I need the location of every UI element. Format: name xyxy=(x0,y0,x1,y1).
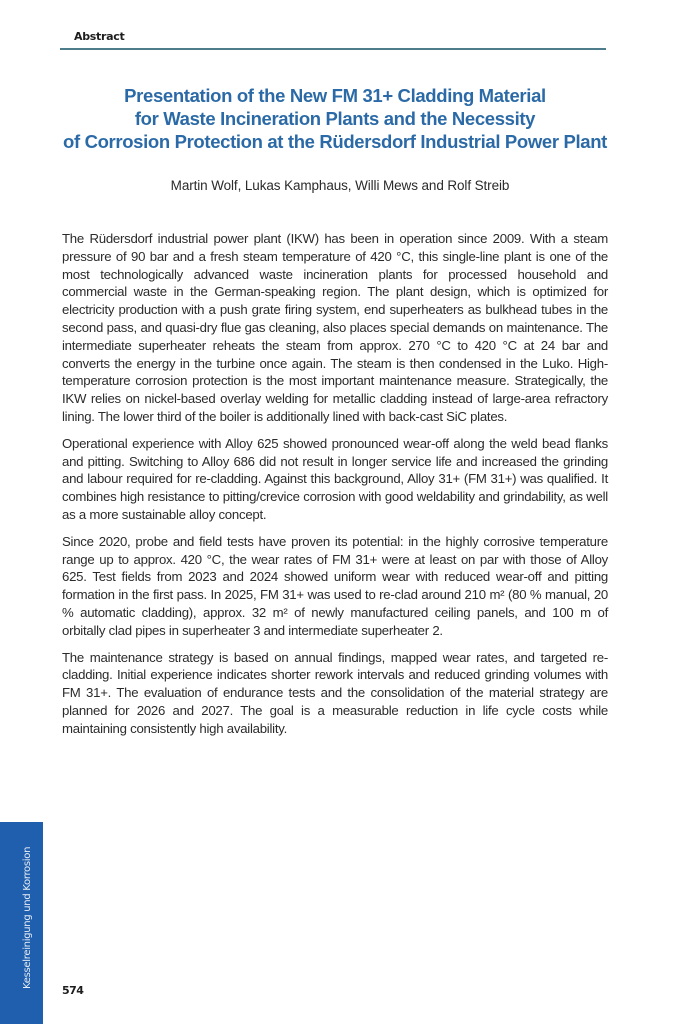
paragraph: Since 2020, probe and field tests have proven its potential: in the highly corrosive temperature range up to approx. 420 °C, the wear rates of FM 31+ were at least on par with those of Alloy 625. Test fields from 2023 and 2024 showed uniform wear with reduced wear-off and pitting formation in the first pass. In 2025, FM 31+ was used to re-clad around 210 m² (80 % manual, 20 % automatic cladding), approx. 32 m² of newly manufactured ceiling panels, and 100 m of orbitally clad pipes in superheater 3 and intermediate superheater 2. xyxy=(62,533,608,638)
paragraph: The maintenance strategy is based on annual findings, mapped wear rates, and targeted re-cladding. Initial experience indicates shorter rework intervals and reduced grinding volumes with FM 31+. The evaluation of endurance tests and the consolidation of the material strategy are planned for 2026 and 2027. The goal is a measurable reduction in life cycle costs while maintaining consistently high availability. xyxy=(62,649,608,736)
title-line: of Corrosion Protection at the Rüdersdorf Industrial Power Plant xyxy=(63,131,607,152)
paper-title xyxy=(40,84,630,153)
abstract-body xyxy=(62,230,608,747)
chapter-tab xyxy=(0,822,43,1024)
header-rule xyxy=(60,48,606,50)
section-label: Abstract xyxy=(74,30,125,43)
title-line: for Waste Incineration Plants and the Necessity xyxy=(134,108,536,129)
title-line: Presentation of the New FM 31+ Cladding Material xyxy=(124,85,546,106)
paragraph: Operational experience with Alloy 625 showed pronounced wear-off along the weld bead flanks and pitting. Switching to Alloy 686 did not result in longer service life and increased the grinding and labour required for re-cladding. Against this background, Alloy 31+ (FM 31+) was qualified. It combines high resistance to pitting/crevice corrosion with good weldability and grindability, as well as a more sustainable alloy concept. xyxy=(62,435,608,522)
page-number: 574 xyxy=(62,984,84,997)
chapter-tab-label: Kesselreinigung und Korrosion xyxy=(22,846,33,989)
running-header xyxy=(60,30,606,50)
author-list: Martin Wolf, Lukas Kamphaus, Willi Mews and Rolf Streib xyxy=(170,178,510,193)
paragraph: The Rüdersdorf industrial power plant (IKW) has been in operation since 2009. With a steam pressure of 90 bar and a fresh steam temperature of 420 °C, this single-line plant is one of the most technologically advanced waste incineration plants for processed household and commercial waste in the German-speaking region. The plant design, which is optimized for electricity production with a push grate firing system, end superheaters as bulkhead tubes in the second pass, and quasi-dry flue gas cleaning, also places special demands on maintenance. The intermediate superheater reheats the steam from approx. 270 °C to 420 °C at 24 bar and converts the energy in the turbine once again. The steam is then condensed in the Luko. High-temperature corrosion protection is the most important maintenance measure. Strategically, the IKW relies on nickel-based overlay welding for metallic cladding instead of large-area refractory lining. The lower third of the boiler is additionally lined with back-cast SiC plates. xyxy=(62,231,608,424)
